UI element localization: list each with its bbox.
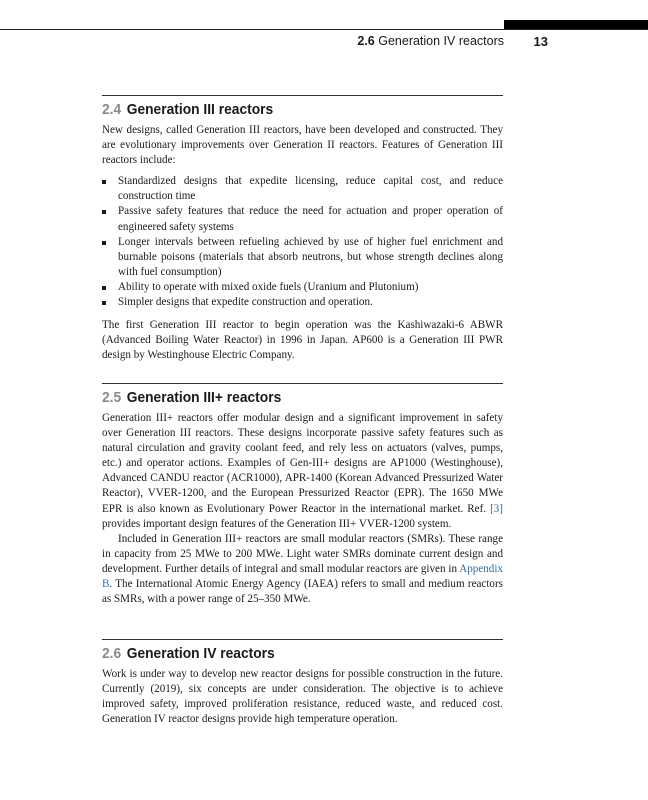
running-head-section-title: Generation IV reactors [378, 34, 504, 48]
section-number: 2.4 [102, 101, 122, 118]
list-item [102, 235, 503, 280]
list-item [102, 204, 503, 234]
section-heading [102, 640, 471, 667]
header-rule [0, 29, 648, 30]
paragraph-text: Included in Generation III+ reactors are small modular reactors (SMRs). These range in capacity from 25 MWe to 200 MWe. Light water SMRs dominate current design and development. Further details of integral and small modular reactors are given in [102, 532, 503, 575]
list-item [102, 295, 503, 310]
appendix-link[interactable]: Appendix B [102, 562, 503, 591]
section-number: 2.5 [102, 389, 122, 406]
paragraph-text: Generation III+ reactors offer modular design and a significant improvement in safety over Generation III reactors. These designs incorporate passive safety features such as natural circulation and gravity coolant feed, and rely less on actuators (valves, pumps, etc.) and operator actions. Examples of Gen-III+ designs are AP1000 (Westinghouse), Advanced CANDU reactor (ACR1000), APR-1400 (Korean Advanced Pressurized Water Reactor), VVER-1200, and the European Pressurized Reactor (EPR). The 1650 MWe EPR is also known as Evolutionary Power Reactor in the international market. Ref. [102, 412, 503, 515]
running-head-title [357, 34, 504, 48]
paragraph: The first Generation III reactor to begin operation was the Kashiwazaki-6 ABWR (Advanced Boiling Water Reactor) in 1996 in Japan. AP600 is a Generation III PWR design by Westinghouse Electric Company. [102, 319, 503, 362]
bullet-icon [102, 241, 106, 245]
section-2-6 [102, 639, 503, 727]
paragraph [102, 532, 503, 607]
bullet-icon [102, 301, 106, 305]
section-number: 2.6 [102, 645, 122, 662]
bullet-icon [102, 180, 106, 184]
bullet-icon [102, 210, 106, 214]
section-title: Generation III reactors [126, 101, 274, 118]
paragraph-text: provides important design features of the Generation III+ VVER-1200 system. [102, 517, 452, 530]
list-item-text: Ability to operate with mixed oxide fuels (Uranium and Plutonium) [118, 280, 419, 293]
bullet-list [102, 174, 503, 310]
bullet-icon [102, 286, 106, 290]
page-number: 13 [533, 34, 548, 49]
reference-link[interactable]: [3] [490, 502, 503, 515]
list-item [102, 174, 503, 204]
list-item-text: Longer intervals between refueling achieved by use of higher fuel enrichment and burnable poisons (materials that absorb neutrons, but whose strength declines along with fuel consumption) [118, 235, 503, 278]
running-head-section-number: 2.6 [357, 34, 375, 48]
paragraph: Work is under way to develop new reactor designs for possible construction in the future. Currently (2019), six concepts are under consideration. The objective is to achieve improved safety, improved proliferation resistance, reduced waste, and reduced cost. Generation IV reactor designs provide high temperature operation. [102, 668, 503, 726]
list-item-text: Passive safety features that reduce the need for actuation and proper operation of engineered safety systems [118, 205, 503, 233]
running-head [300, 34, 548, 52]
list-item-text: Simpler designs that expedite construction and operation. [118, 296, 373, 309]
paragraph [102, 411, 503, 532]
list-item [102, 280, 503, 295]
section-heading [102, 384, 471, 411]
section-heading [102, 96, 471, 123]
section-title: Generation IV reactors [126, 645, 275, 662]
section-title: Generation III+ reactors [126, 389, 282, 406]
paragraph-text: . The International Atomic Energy Agency (IAEA) refers to small and medium reactors as SMRs, with a power range of 25–350 MWe. [102, 578, 503, 606]
header-bar [504, 20, 648, 29]
section-2-4 [102, 95, 503, 363]
section-2-5 [102, 383, 503, 607]
paragraph: New designs, called Generation III reactors, have been developed and constructed. They are evolutionary improvements over Generation II reactors. Features of Generation III reactors include: [102, 124, 503, 167]
list-item-text: Standardized designs that expedite licensing, reduce capital cost, and reduce construction time [118, 175, 503, 203]
